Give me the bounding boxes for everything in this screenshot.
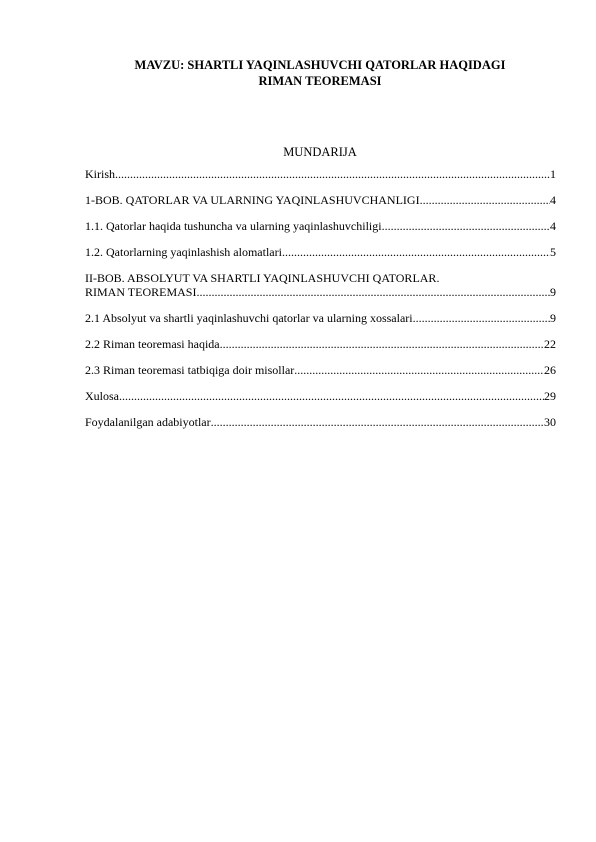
- toc-leader-dots: [211, 415, 544, 429]
- toc-entry-text: Foydalanilgan adabiyotlar: [85, 415, 211, 429]
- toc-entry-chapter-2[interactable]: [85, 271, 556, 299]
- toc-entry-conclusion[interactable]: [85, 389, 556, 403]
- toc-leader-dots: [420, 193, 550, 207]
- toc-entry-page: 1: [550, 167, 556, 181]
- toc-entry-text-line-1: II-BOB. ABSOLYUT VA SHARTLI YAQINLASHUVCHI QATORLAR.: [85, 271, 440, 285]
- toc-leader-dots: [220, 337, 544, 351]
- toc-leader-dots: [119, 389, 544, 403]
- toc-entry-text: 2.1 Absolyut va shartli yaqinlashuvchi qatorlar va ularning xossalari: [85, 311, 413, 325]
- toc-leader-dots: [413, 311, 550, 325]
- toc-leader-dots: [115, 167, 550, 181]
- toc-entry-page: 9: [550, 311, 556, 325]
- toc-entry-text: 1.1. Qatorlar haqida tushuncha va ularning yaqinlashuvchiligi: [85, 219, 382, 233]
- toc-entry-page: 22: [544, 337, 556, 351]
- toc-entry-text: Xulosa: [85, 389, 119, 403]
- toc-leader-dots: [282, 245, 550, 259]
- toc-entry-text: RIMAN TEOREMASI: [85, 285, 197, 299]
- toc-entry-text: Kirish: [85, 167, 115, 181]
- toc-entry-section-2-3[interactable]: [85, 363, 556, 377]
- toc-leader-dots: [196, 285, 550, 299]
- toc-entry-page: 9: [550, 285, 556, 299]
- toc-entry-page: 29: [544, 389, 556, 403]
- toc-entry-chapter-1[interactable]: [85, 193, 556, 207]
- toc-entry-section-2-1[interactable]: [85, 311, 556, 325]
- table-of-contents: [85, 167, 556, 441]
- toc-entry-page: 26: [544, 363, 556, 377]
- document-title: [70, 57, 570, 89]
- toc-entry-page: 4: [550, 219, 556, 233]
- toc-entry-page: 30: [544, 415, 556, 429]
- toc-entry-page: 4: [550, 193, 556, 207]
- title-line-1: MAVZU: SHARTLI YAQINLASHUVCHI QATORLAR HAQIDAGI: [134, 58, 506, 72]
- toc-entry-intro[interactable]: [85, 167, 556, 181]
- toc-entry-text: 2.2 Riman teoremasi haqida: [85, 337, 220, 351]
- toc-heading: MUNDARIJA: [283, 145, 357, 159]
- toc-entry-section-1-2[interactable]: [85, 245, 556, 259]
- toc-entry-text: 1.2. Qatorlarning yaqinlashish alomatlari: [85, 245, 282, 259]
- title-line-2: RIMAN TEOREMASI: [258, 74, 382, 88]
- toc-entry-text: 2.3 Riman teoremasi tatbiqiga doir misollar: [85, 363, 295, 377]
- toc-entry-section-1-1[interactable]: [85, 219, 556, 233]
- toc-entry-page: 5: [550, 245, 556, 259]
- toc-entry-section-2-2[interactable]: [85, 337, 556, 351]
- toc-entry-text: 1-BOB. QATORLAR VA ULARNING YAQINLASHUVCHANLIGI: [85, 193, 420, 207]
- toc-leader-dots: [382, 219, 550, 233]
- toc-entry-references[interactable]: [85, 415, 556, 429]
- toc-leader-dots: [294, 363, 544, 377]
